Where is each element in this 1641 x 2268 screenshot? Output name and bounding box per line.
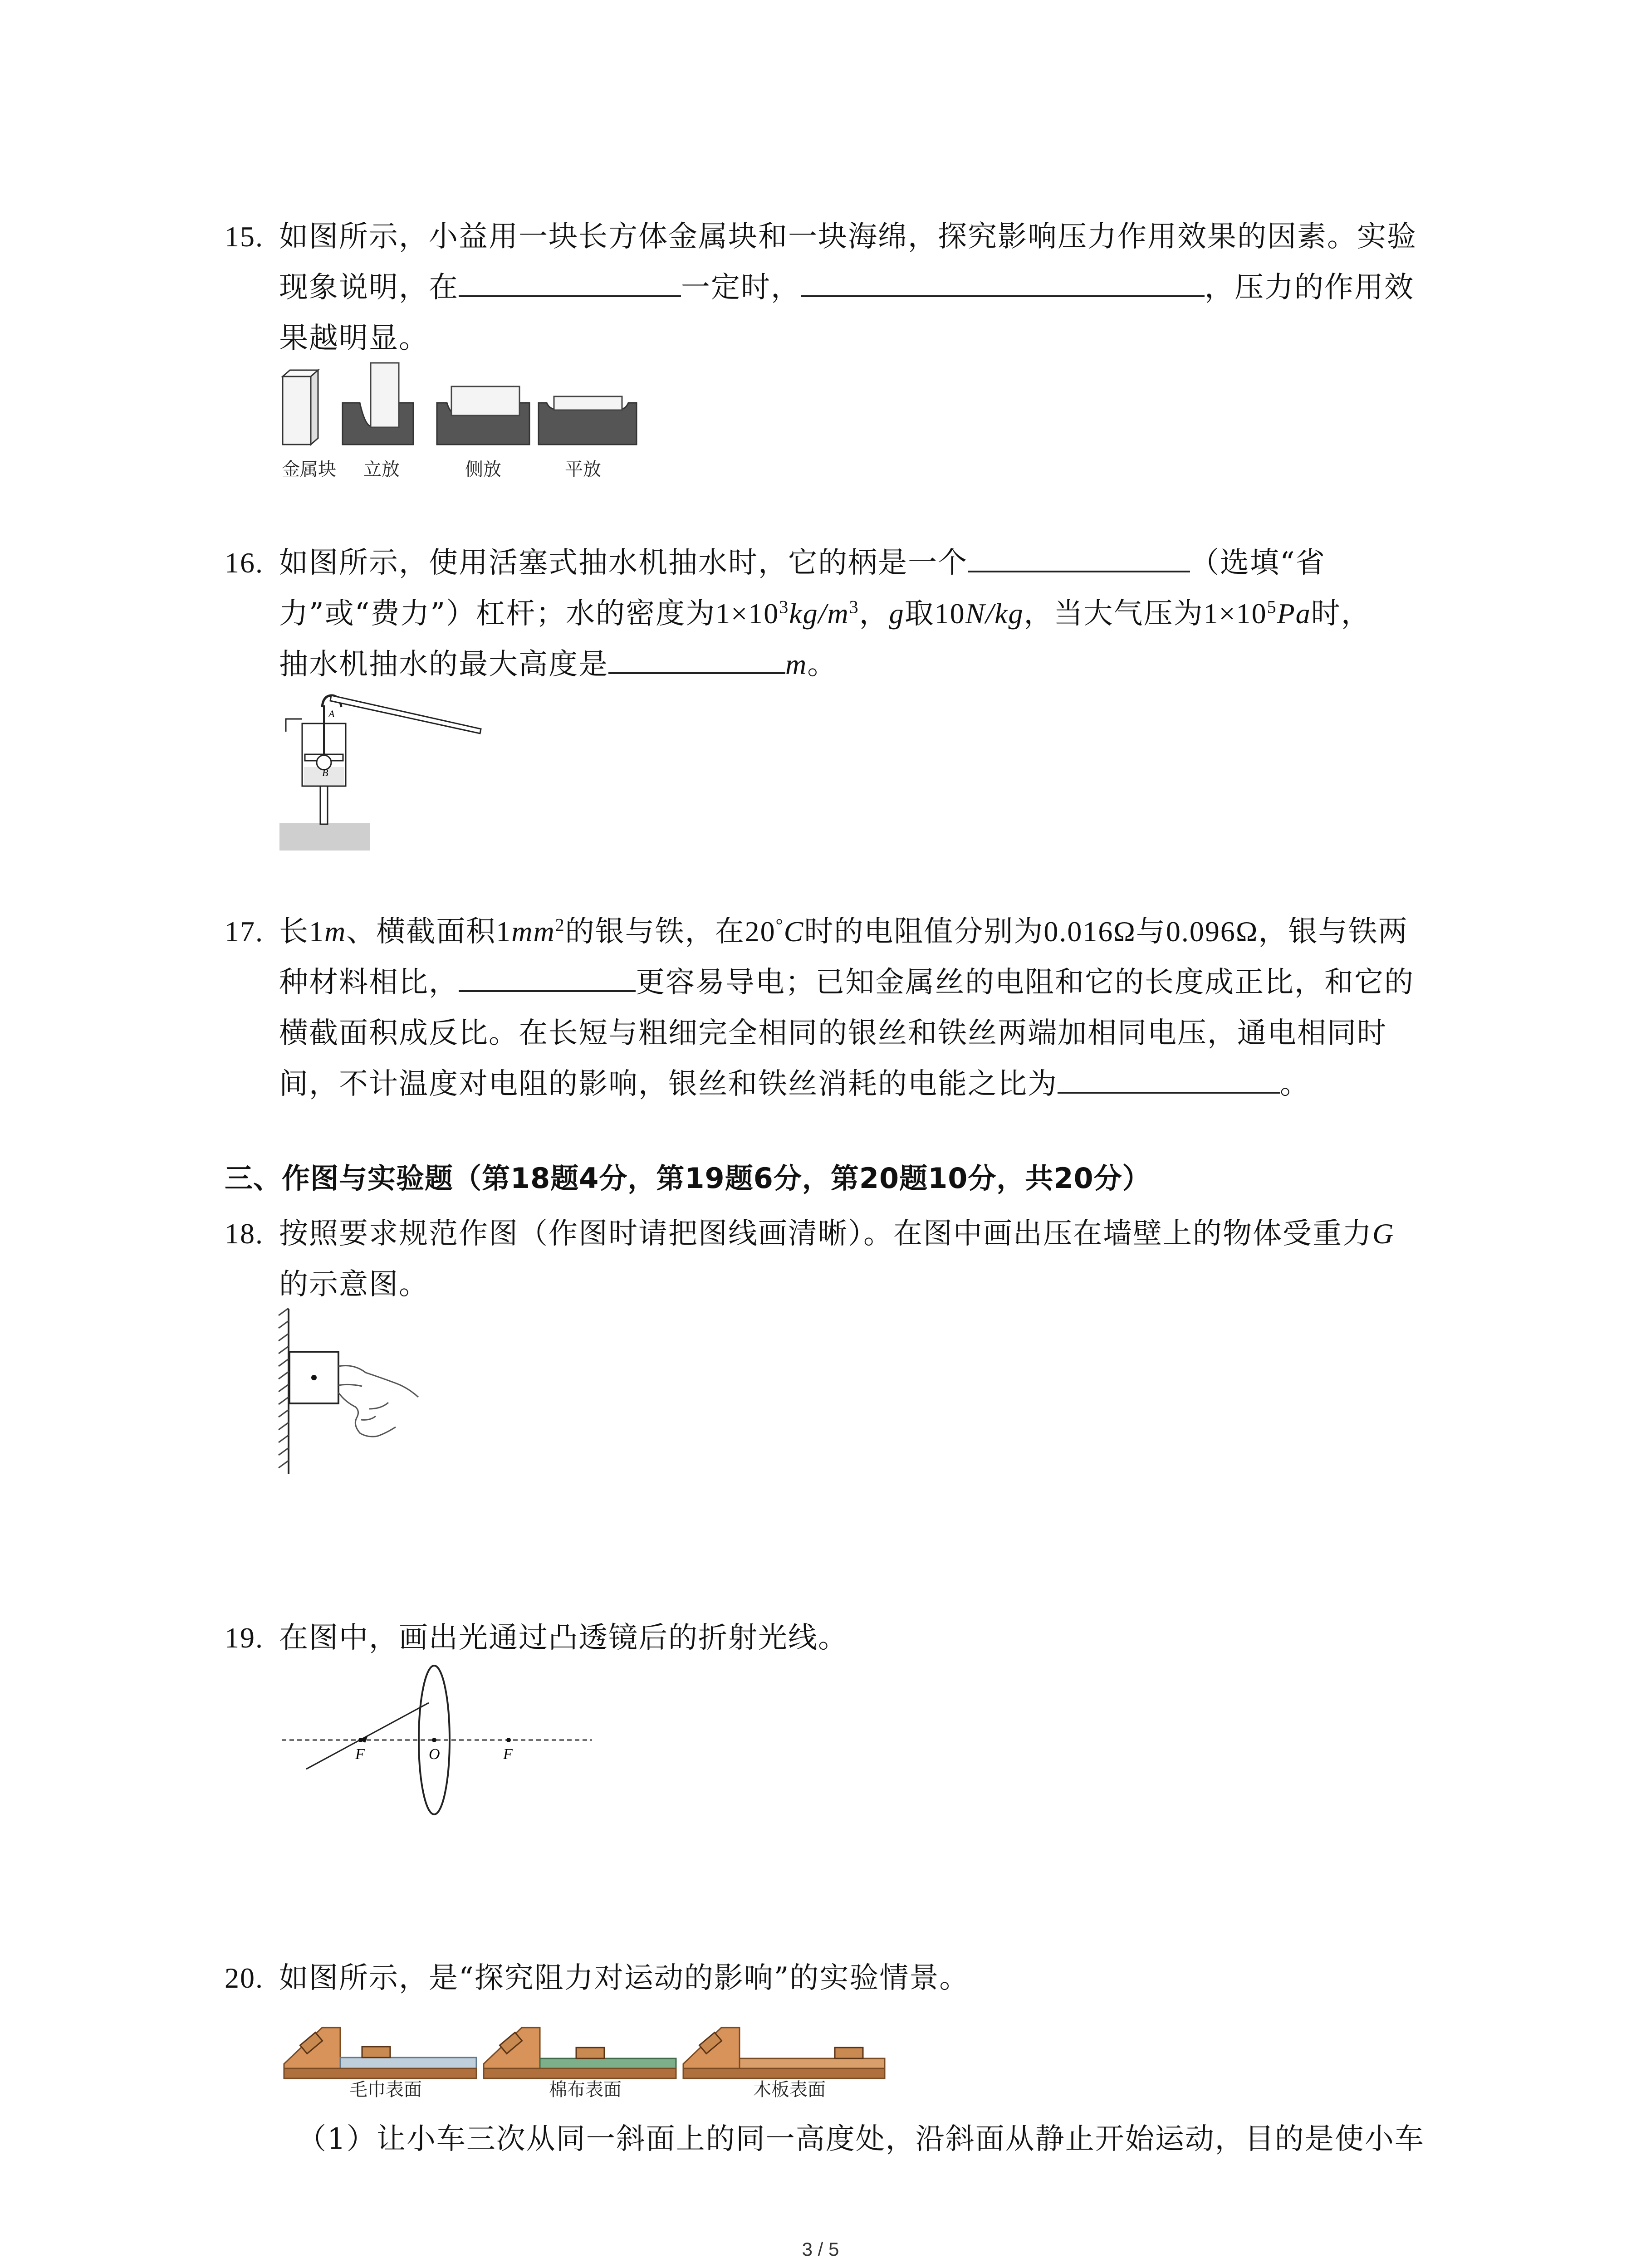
answer-blank[interactable] (608, 640, 785, 674)
section-heading: 三、作图与实验题（第18题4分，第19题6分，第20题10分，共20分） (225, 1162, 1151, 1195)
figure-caption: 棉布表面 (549, 2079, 622, 2100)
question-number: 16. (225, 547, 264, 579)
figure-caption: 侧放 (465, 459, 501, 480)
question-17 (225, 906, 1414, 1110)
focal-point-icon (358, 1738, 363, 1742)
question-number: 20. (225, 1962, 264, 1994)
answer-blank[interactable] (801, 263, 1205, 297)
handle-icon (330, 695, 481, 733)
sponge-upright-icon (343, 363, 413, 445)
ground-icon (279, 823, 370, 850)
point-label: B (322, 767, 328, 778)
question-line: 间，不计温度对电阻的影响，银丝和铁丝消耗的电能之比为 。 (279, 1059, 1414, 1110)
focal-point-icon (506, 1738, 511, 1742)
question-number: 15. (225, 220, 264, 253)
question-number: 17. (225, 915, 264, 948)
question-18 (225, 1208, 1395, 1310)
piston-pump-figure (277, 687, 490, 855)
question-number: 18. (225, 1217, 264, 1250)
sponge-flat-icon (539, 396, 637, 445)
pressure-experiment-figure (279, 358, 642, 490)
point-label: A (328, 708, 335, 719)
question-line: 现象说明，在 一定时， ，压力的作用效 (279, 262, 1417, 313)
focal-label: F (355, 1746, 365, 1763)
answer-blank[interactable] (968, 538, 1190, 572)
question-16 (225, 538, 1371, 690)
hand-icon (338, 1366, 418, 1437)
cart-icon (362, 2047, 390, 2058)
towel-surface-panel (284, 2028, 476, 2100)
focal-label: F (503, 1746, 513, 1763)
question-line: 的示意图。 (279, 1268, 429, 1301)
question-line: 按照要求规范作图（作图时请把图线画清晰）。在图中画出压在墙壁上的物体受重力G (279, 1217, 1395, 1251)
spout-icon (286, 719, 302, 732)
answer-blank[interactable] (459, 958, 636, 992)
question-line: 种材料相比， 更容易导电；已知金属丝的电阻和它的长度成正比，和它的 (279, 957, 1414, 1008)
pipe-icon (320, 782, 328, 824)
sponge-side-icon (437, 386, 529, 445)
answer-blank[interactable] (1058, 1059, 1280, 1094)
question-20-sub1 (297, 2114, 1425, 2165)
cart-icon (576, 2048, 604, 2058)
cotton-surface-panel (484, 2028, 676, 2100)
wall-block-figure (277, 1306, 426, 1479)
question-line: 在图中，画出光通过凸透镜后的折射光线。 (279, 1621, 848, 1655)
wood-surface-panel (683, 2028, 885, 2100)
page-indicator: 3 / 5 (802, 2239, 839, 2260)
question-line: 如图所示，是“探究阻力对运动的影响”的实验情景。 (279, 1961, 970, 1995)
question-line: 横截面积成反比。在长短与粗细完全相同的银丝和铁丝两端加相同电压，通电相同时 (279, 1017, 1387, 1050)
cart-icon (835, 2048, 863, 2058)
figure-caption: 立放 (363, 459, 400, 480)
question-15 (225, 211, 1417, 364)
center-point-icon (311, 1375, 317, 1380)
question-line: 力”或“费力”）杠杆；水的密度为$1\times 10^3kg/m^3$，g取10N/kg，当大气压为$1\times 10^5Pa$时， (279, 596, 1371, 631)
question-line: （1）让小车三次从同一斜面上的同一高度处，沿斜面从静止开始运动，目的是使小车 (297, 2122, 1425, 2156)
question-line: 抽水机抽水的最大高度是 m。 (279, 639, 1371, 690)
question-line: 如图所示，小益用一块长方体金属块和一块海绵，探究影响压力作用效果的因素。实验 (279, 220, 1417, 254)
center-label: O (429, 1746, 440, 1763)
friction-experiment-figure (281, 2014, 889, 2100)
figure-caption: 平放 (565, 459, 601, 480)
optical-center-icon (432, 1738, 436, 1742)
convex-lens-figure (279, 1665, 597, 1828)
question-20 (225, 1953, 970, 2004)
figure-caption: 木板表面 (753, 2079, 826, 2100)
wall-icon (279, 1308, 289, 1474)
figure-caption: 金属块 (282, 459, 336, 480)
answer-blank[interactable] (459, 263, 681, 297)
question-19 (225, 1613, 848, 1663)
figure-caption: 毛巾表面 (349, 2079, 422, 2100)
question-line: 果越明显。 (279, 322, 429, 355)
question-number: 19. (225, 1622, 264, 1654)
question-line: 如图所示，使用活塞式抽水机抽水时，它的柄是一个 （选填“省 (279, 538, 1371, 588)
question-line: 长1m、横截面积$1mm^2$的银与铁，在20°C时的电阻值分别为0.016Ω与0.096Ω，银与铁两 (279, 914, 1408, 948)
metal-block-icon (283, 370, 318, 445)
